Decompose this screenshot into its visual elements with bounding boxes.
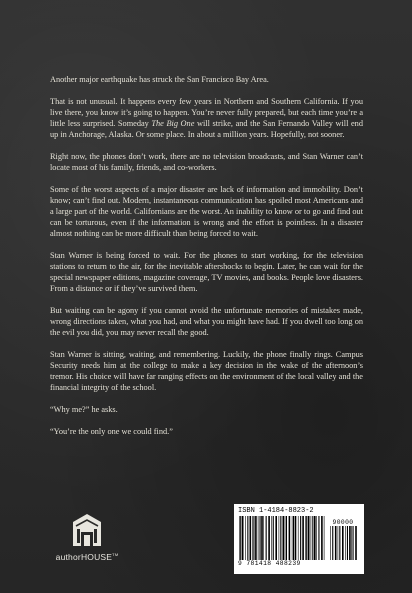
blurb-paragraph-1: Another major earthquake has struck the San Francisco Bay Area. [50,75,269,84]
barcode-stripe [253,516,254,560]
barcode-stripe [285,516,286,560]
barcode-stripe [273,516,274,560]
blurb-book-title-italic: The Big One [151,119,195,128]
barcode-stripe [260,516,261,560]
blurb-paragraph-2-start: That is not unusual. It happens every few years in Northern and Southern California. If you live there, you know it’s going to happen. You’re never fully prepared, but each time you’re a little less surprised. Someday [50,97,363,128]
barcode-stripe [339,526,340,560]
barcode-stripe [351,526,352,560]
ean-barcode-graphic [238,516,326,560]
isbn-barcode [234,504,364,574]
barcode-stripe [279,516,280,560]
barcode-stripe [318,516,319,560]
building-columns-icon [67,510,107,550]
barcode-stripe [302,516,304,560]
publisher-name: authorHOUSE™ [55,552,119,562]
barcode-stripe [324,516,325,560]
blurb-paragraph-2-end: will strike, and the San Fernando Valley will end up in Anchorage, Alaska. Or some place. In about a million years. Hopefully, not sooner. [50,119,363,139]
barcode-stripe [312,516,313,560]
barcode-stripe [263,516,264,560]
blurb-paragraph-6: But waiting can be agony if you cannot avoid the unfortunate memories of mistakes made, wrong directions taken, what you had, and what you might have had. If you dwell too long on the evil you did, you may never recall the good. [50,306,363,337]
price-code-block [329,519,357,560]
back-cover-blurb [50,74,363,448]
barcode-stripe [332,526,333,560]
isbn-label: ISBN 1-4184-8823-2 [238,507,314,515]
barcode-bars [238,516,360,560]
barcode-stripe [292,516,293,560]
blurb-paragraph-2 [50,96,363,140]
barcode-stripe [239,516,240,560]
barcode-stripe [345,526,346,560]
price-code-digits: 90000 [332,519,354,526]
barcode-stripe [261,516,263,560]
barcode-stripe [289,516,291,560]
barcode-stripe [311,516,312,560]
barcode-stripe [314,516,316,560]
barcode-stripe [280,516,281,560]
barcode-stripe [255,516,257,560]
blurb-paragraph-8: “Why me?” he asks. [50,405,118,414]
barcode-stripe [298,516,299,560]
blurb-paragraph-5: Stan Warner is being forced to wait. For the phones to start working, for the television stations to return to the air, for the inevitable aftershocks to begin. Later, he can wait for the special newspaper editions, magazine coverage, TV movies, and books. People love disasters. From a distance or if they’ve survived them. [50,251,363,293]
barcode-stripe [355,526,357,560]
publisher-logo [47,510,127,562]
blurb-paragraph-4: Some of the worst aspects of a major disaster are lack of information and immobility. Don’t know; can’t find out. Modern, instantaneous communication has spoiled most Americans and a large part of the world. Californians are the worst. An inability to know or to go and find out can be torturous, even if the information is wrong and the effort is pointless. In a disaster almost nothing can be more difficult than being forced to wait. [50,185,363,238]
barcode-stripe [275,516,277,560]
blurb-paragraph-9: “You’re the only one we could find.” [50,427,173,436]
barcode-stripe [342,526,344,560]
barcode-stripe [247,516,248,560]
barcode-stripe [330,526,331,560]
barcode-stripe [252,516,253,560]
barcode-stripe [305,516,306,560]
barcode-stripe [349,526,351,560]
barcode-stripe [308,516,310,560]
barcode-stripe [316,516,317,560]
barcode-stripe [295,516,297,560]
barcode-stripe [286,516,287,560]
barcode-stripe [293,516,294,560]
barcode-stripe [245,516,246,560]
blurb-paragraph-7: Stan Warner is sitting, waiting, and remembering. Luckily, the phone finally rings. Campus Security needs him at the college to make a key decision in the wake of the afternoon’s tremor. His choice will have far ranging effects on the environment of the local valley and the financial integrity of the school. [50,350,363,392]
price-barcode-graphic [329,526,357,560]
barcode-stripe [300,516,301,560]
barcode-stripe [335,526,337,560]
barcode-stripe [283,516,285,560]
barcode-stripe [258,516,259,560]
barcode-stripe [338,526,339,560]
barcode-stripe [321,516,323,560]
barcode-stripe [353,526,354,560]
barcode-stripe [347,526,348,560]
blurb-paragraph-3: Right now, the phones don’t work, there are no television broadcasts, and Stan Warner can’t locate most of his family, friends, and co-workers. [50,152,363,172]
barcode-stripe [306,516,307,560]
barcode-stripe [250,516,252,560]
barcode-stripe [271,516,272,560]
barcode-stripe [242,516,244,560]
ean-digits: 9 781418 488239 [238,560,301,567]
barcode-stripe [266,516,267,560]
barcode-stripe [268,516,270,560]
barcode-stripe [240,516,241,560]
